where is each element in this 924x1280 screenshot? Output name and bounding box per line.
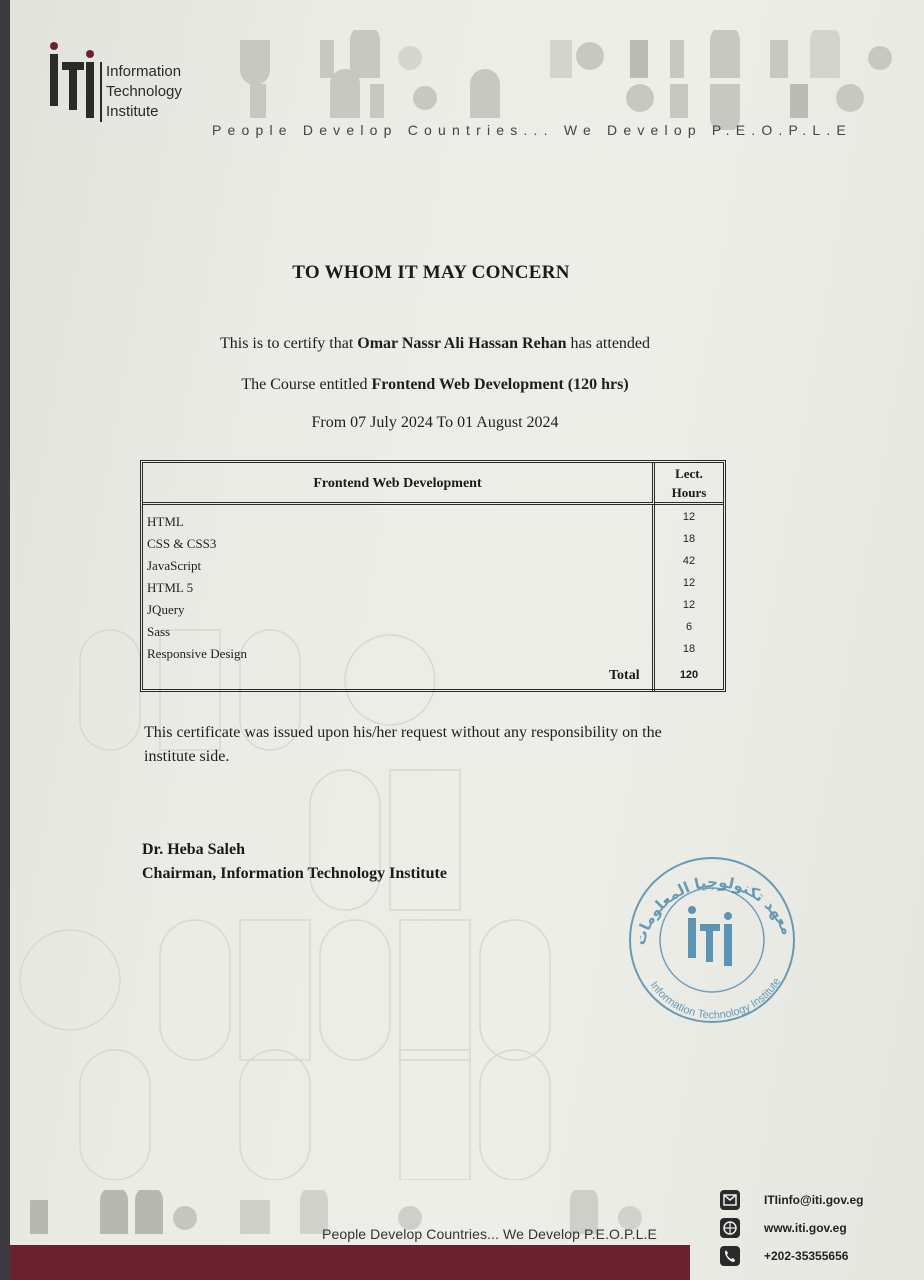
- module-hours: 12: [682, 511, 696, 523]
- module-name: JQuery: [147, 602, 185, 617]
- header-pattern: [210, 30, 910, 130]
- contact-email: [718, 1188, 918, 1216]
- email-text[interactable]: ITIinfo@iti.gov.eg: [764, 1193, 864, 1207]
- contact-phone: [718, 1244, 918, 1272]
- table-row: [145, 533, 723, 555]
- module-name: CSS & CSS3: [147, 536, 217, 551]
- module-name: HTML: [147, 514, 184, 529]
- institute-seal: [614, 848, 810, 1028]
- table-row: [145, 511, 723, 533]
- certify-line: [10, 335, 860, 353]
- table-header-hours-line2: Hours: [671, 485, 707, 500]
- signatory-title: Chairman, Information Technology Institute: [142, 865, 447, 882]
- document-title: TO WHOM IT MAY CONCERN: [292, 262, 570, 283]
- module-hours: 6: [685, 621, 693, 633]
- certificate-paper: [10, 0, 924, 1280]
- module-hours: 18: [682, 643, 696, 655]
- course-hours: (120 hrs): [567, 376, 629, 393]
- module-name: Responsive Design: [147, 646, 248, 661]
- recipient-name: Omar Nassr Ali Hassan Rehan: [357, 335, 567, 352]
- module-hours: 12: [682, 599, 696, 611]
- module-name: HTML 5: [147, 580, 194, 595]
- phone-text[interactable]: +202-35355656: [764, 1249, 849, 1263]
- footer-tagline: People Develop Countries... We Develop P.E.O.P.L.E: [322, 1226, 657, 1242]
- logo-line-3: Institute: [106, 103, 159, 120]
- table-header-hours: [655, 463, 723, 505]
- header-tagline: People Develop Countries... We Develop P.E.O.P.L.E: [212, 122, 852, 138]
- logo-line-2: Technology: [106, 83, 182, 100]
- footer-band: [10, 1245, 690, 1280]
- course-dates: From 07 July 2024 To 01 August 2024: [311, 414, 559, 431]
- website-text[interactable]: www.iti.gov.eg: [764, 1221, 847, 1235]
- contact-website: [718, 1216, 918, 1244]
- course-prefix: The Course entitled: [241, 376, 368, 393]
- signature-block: [142, 838, 447, 886]
- course-name: Frontend Web Development: [371, 376, 564, 393]
- total-value: 120: [679, 669, 699, 681]
- logo-line-1: Information: [106, 63, 182, 80]
- certify-prefix: This is to certify that: [219, 335, 354, 352]
- module-hours: 42: [682, 555, 696, 567]
- email-icon: [718, 1188, 742, 1212]
- table-header-hours-line1: Lect.: [675, 466, 703, 481]
- svg-text:Information Technology Institu: [647, 976, 783, 1022]
- signatory-name: Dr. Heba Saleh: [142, 841, 245, 858]
- table-row: [145, 599, 723, 621]
- phone-icon: [718, 1244, 742, 1268]
- module-hours: 18: [682, 533, 696, 545]
- total-label: Total: [609, 668, 640, 683]
- module-name: JavaScript: [147, 558, 202, 573]
- certify-suffix: has attended: [570, 335, 651, 352]
- logo-text: [100, 62, 182, 122]
- table-rows: [145, 511, 723, 665]
- table-row: [145, 621, 723, 643]
- course-table: [140, 460, 726, 692]
- table-row: [145, 555, 723, 577]
- seal-english-text: Information Technology Institute: [647, 975, 784, 1022]
- module-name: Sass: [147, 624, 171, 639]
- seal-arabic-text: معهد تكنولوجيا المعلومات: [630, 872, 797, 947]
- contact-block: [718, 1188, 918, 1272]
- course-line: [10, 376, 860, 394]
- table-header-title: Frontend Web Development: [143, 463, 655, 505]
- module-hours: 12: [682, 577, 696, 589]
- table-row: [145, 643, 723, 665]
- globe-icon: [718, 1216, 742, 1240]
- disclaimer: This certificate was issued upon his/her request without any responsibility on the institute side.: [144, 724, 662, 765]
- table-row: [145, 577, 723, 599]
